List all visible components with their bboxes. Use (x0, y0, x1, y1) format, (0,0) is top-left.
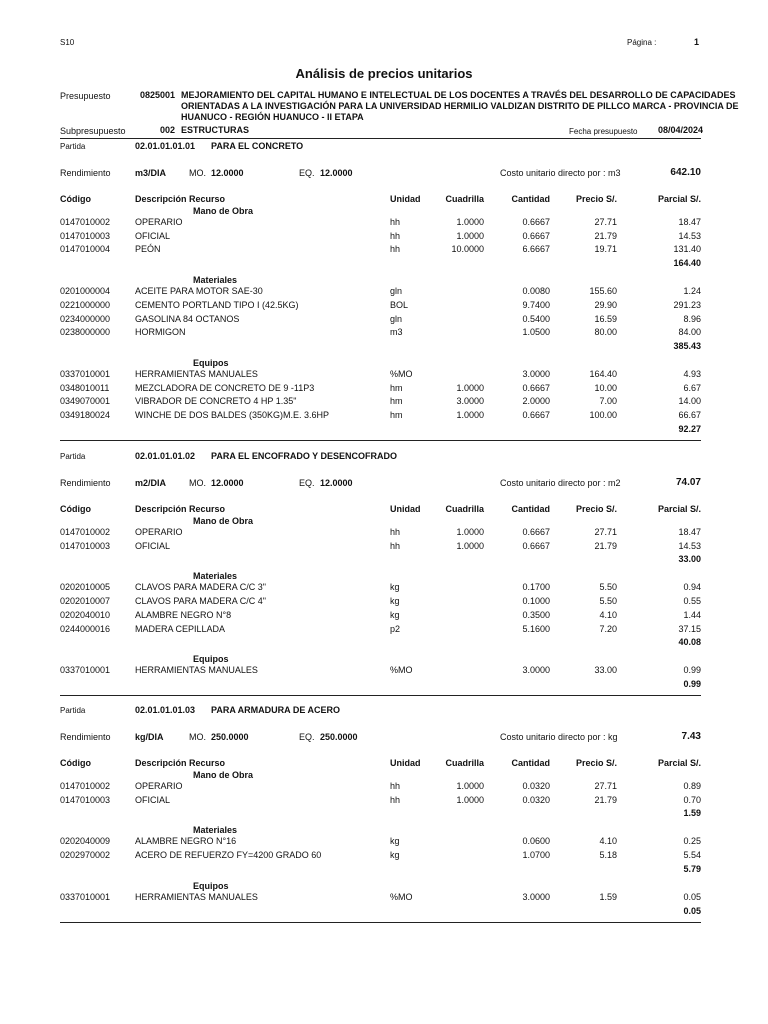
item-cuadrilla: 1.0000 (456, 540, 484, 551)
item-description: ALAMBRE NEGRO N°16 (135, 836, 237, 847)
partida-code: 02.01.01.01.01 (135, 141, 196, 151)
mo-value: 12.0000 (211, 478, 244, 488)
item-unit: m3 (390, 327, 403, 338)
item-parcial: 84.00 (678, 327, 701, 338)
item-description: OPERARIO (135, 781, 183, 791)
item-code: 0221000000 (60, 299, 111, 310)
partida-label: Partida (60, 142, 86, 151)
item-unit: hh (390, 781, 401, 791)
presupuesto-code: 0825001 (140, 90, 176, 100)
item-parcial: 1.44 (683, 609, 701, 620)
item-unit: kg (390, 850, 400, 861)
partida-code: 02.01.01.01.03 (135, 705, 196, 715)
presupuesto-desc-1: MEJORAMIENTO DEL CAPITAL HUMANO E INTELECTUAL DE LOS DOCENTES A TRAVÉS DEL DESARROLLO DE CAPACIDADES (181, 90, 736, 100)
partida-divider (60, 695, 701, 696)
item-unit: hh (390, 794, 401, 805)
page-number: 1 (694, 37, 700, 47)
eq-value: 12.0000 (320, 168, 353, 178)
item-precio: 16.59 (594, 313, 617, 324)
item-precio: 155.60 (589, 286, 617, 297)
item-precio: 21.79 (594, 230, 617, 241)
item-code: 0202970002 (60, 850, 111, 861)
item-parcial: 14.53 (678, 230, 701, 241)
group-subtotal: 164.40 (673, 258, 701, 269)
item-cantidad: 0.1000 (522, 596, 550, 607)
item-cantidad: 3.0000 (522, 665, 550, 676)
item-precio: 10.00 (594, 382, 617, 393)
item-unit: p2 (390, 623, 401, 634)
item-description: CLAVOS PARA MADERA C/C 3" (135, 582, 266, 593)
group-heading: Materiales (193, 571, 238, 582)
item-unit: %MO (390, 368, 413, 379)
item-description: ACEITE PARA MOTOR SAE-30 (135, 286, 263, 297)
item-parcial: 0.89 (683, 781, 701, 791)
item-unit: gln (390, 286, 403, 297)
costo-label: Costo unitario directo por : m3 (500, 168, 621, 178)
item-precio: 100.00 (589, 410, 617, 420)
item-description: OFICIAL (135, 540, 171, 551)
item-cantidad: 0.6667 (522, 382, 550, 393)
item-parcial: 37.15 (678, 623, 701, 634)
item-parcial: 0.55 (683, 596, 701, 607)
fecha-label: Fecha presupuesto (569, 127, 638, 136)
item-parcial: 0.05 (683, 891, 701, 902)
group-heading: Materiales (193, 825, 238, 836)
partida-name: PARA EL ENCOFRADO Y DESENCOFRADO (211, 451, 398, 461)
item-cuadrilla: 1.0000 (456, 230, 484, 241)
item-description: OPERARIO (135, 527, 183, 537)
group-heading: Mano de Obra (193, 516, 254, 526)
group-subtotal: 1.59 (683, 808, 701, 819)
eq-label: EQ. (299, 732, 315, 742)
item-description: CEMENTO PORTLAND TIPO I (42.5KG) (135, 299, 299, 310)
item-cantidad: 0.1700 (522, 582, 550, 593)
col-parcial: Parcial S/. (657, 504, 701, 514)
item-code: 0348010011 (60, 382, 110, 393)
item-precio: 19.71 (594, 244, 617, 255)
item-cuadrilla: 1.0000 (456, 527, 484, 537)
item-cuadrilla: 3.0000 (456, 396, 484, 407)
item-code: 0147010003 (60, 540, 111, 551)
item-cuadrilla: 1.0000 (456, 410, 484, 420)
item-description: OFICIAL (135, 794, 171, 805)
partida-label: Partida (60, 452, 86, 461)
item-cantidad: 0.6667 (522, 217, 550, 227)
col-descripcion: Descripción Recurso (135, 194, 226, 204)
item-cantidad: 0.0320 (522, 794, 550, 805)
rendimiento-unit: m3/DIA (135, 168, 167, 178)
item-parcial: 8.96 (683, 313, 701, 324)
item-cantidad: 1.0500 (522, 327, 550, 338)
item-unit: kg (390, 836, 400, 847)
item-cantidad: 5.1600 (522, 623, 550, 634)
item-unit: hm (390, 396, 403, 407)
item-precio: 33.00 (594, 665, 617, 676)
item-parcial: 6.67 (683, 382, 701, 393)
header-divider (60, 138, 701, 139)
item-precio: 21.79 (594, 794, 617, 805)
col-cantidad: Cantidad (511, 758, 550, 768)
item-cantidad: 2.0000 (522, 396, 550, 407)
col-cantidad: Cantidad (511, 504, 550, 514)
col-codigo: Código (60, 758, 91, 768)
item-unit: kg (390, 582, 400, 593)
group-heading: Mano de Obra (193, 770, 254, 780)
item-cantidad: 6.6667 (522, 244, 550, 255)
costo-label: Costo unitario directo por : m2 (500, 478, 621, 488)
item-precio: 29.90 (594, 299, 617, 310)
group-subtotal: 40.08 (678, 637, 701, 648)
col-codigo: Código (60, 504, 91, 514)
mo-label: MO. (189, 732, 206, 742)
item-cantidad: 3.0000 (522, 891, 550, 902)
item-code: 0147010003 (60, 230, 111, 241)
rendimiento-unit: kg/DIA (135, 732, 164, 742)
eq-label: EQ. (299, 478, 315, 488)
group-heading: Equipos (193, 357, 229, 368)
col-cantidad: Cantidad (511, 194, 550, 204)
item-cantidad: 0.6667 (522, 527, 550, 537)
item-unit: hh (390, 527, 401, 537)
item-code: 0147010002 (60, 527, 111, 537)
subpresupuesto-desc: ESTRUCTURAS (181, 125, 250, 135)
item-precio: 4.10 (599, 836, 617, 847)
item-unit: hm (390, 382, 403, 393)
item-precio: 164.40 (589, 368, 617, 379)
col-codigo: Código (60, 194, 91, 204)
subpresupuesto-label: Subpresupuesto (60, 126, 126, 136)
item-description: OPERARIO (135, 217, 183, 227)
col-unidad: Unidad (390, 758, 421, 768)
item-cantidad: 3.0000 (522, 368, 550, 379)
item-precio: 80.00 (594, 327, 617, 338)
item-code: 0349180024 (60, 410, 111, 420)
item-code: 0201000004 (60, 286, 111, 297)
item-description: GASOLINA 84 OCTANOS (135, 313, 240, 324)
item-precio: 5.50 (599, 596, 617, 607)
item-precio: 27.71 (594, 781, 617, 791)
item-description: HORMIGON (135, 327, 186, 338)
col-descripcion: Descripción Recurso (135, 504, 226, 514)
col-precio: Precio S/. (575, 194, 617, 204)
item-description: MADERA CEPILLADA (135, 623, 226, 634)
partida-divider (60, 440, 701, 441)
costo-value: 642.10 (670, 167, 701, 178)
item-parcial: 4.93 (683, 368, 701, 379)
group-subtotal: 385.43 (673, 340, 701, 351)
item-parcial: 291.23 (673, 299, 701, 310)
mo-label: MO. (189, 478, 206, 488)
partida-name: PARA EL CONCRETO (211, 141, 304, 151)
item-unit: hh (390, 230, 401, 241)
eq-value: 12.0000 (320, 478, 353, 488)
item-description: MEZCLADORA DE CONCRETO DE 9 -11P3 (135, 382, 315, 393)
group-subtotal: 0.05 (683, 905, 701, 916)
partida-code: 02.01.01.01.02 (135, 451, 196, 461)
item-parcial: 0.25 (683, 836, 701, 847)
page-title: Análisis de precios unitarios (295, 66, 473, 81)
page-label: Página : (627, 38, 657, 47)
item-description: HERRAMIENTAS MANUALES (135, 665, 258, 676)
item-code: 0147010004 (60, 244, 111, 255)
rendimiento-label: Rendimiento (60, 478, 111, 488)
item-cuadrilla: 1.0000 (456, 217, 484, 227)
rendimiento-label: Rendimiento (60, 168, 111, 178)
item-cuadrilla: 1.0000 (456, 781, 484, 791)
item-code: 0234000000 (60, 313, 111, 324)
costo-value: 7.43 (681, 731, 701, 742)
item-cantidad: 9.7400 (522, 299, 550, 310)
mo-value: 250.0000 (211, 732, 249, 742)
eq-label: EQ. (299, 168, 315, 178)
costo-value: 74.07 (675, 477, 701, 488)
item-code: 0337010001 (60, 368, 111, 379)
item-unit: hh (390, 540, 401, 551)
item-description: HERRAMIENTAS MANUALES (135, 891, 258, 902)
group-heading: Equipos (193, 880, 229, 891)
subpresupuesto-code: 002 (160, 125, 176, 135)
item-unit: %MO (390, 665, 413, 676)
item-code: 0147010002 (60, 781, 111, 791)
item-code: 0337010001 (60, 665, 111, 676)
item-cantidad: 0.0320 (522, 781, 550, 791)
group-heading: Materiales (193, 275, 238, 286)
col-cuadrilla: Cuadrilla (445, 504, 484, 514)
presupuesto-desc-2: ORIENTADAS A LA INVESTIGACIÓN PARA LA UNIVERSIDAD HERMILIO VALDIZAN DISTRITO DE PILLCO MARCA - PROVINCIA DE (181, 101, 739, 111)
col-descripcion: Descripción Recurso (135, 758, 226, 768)
group-subtotal: 0.99 (683, 678, 701, 689)
item-cantidad: 0.6667 (522, 540, 550, 551)
item-parcial: 18.47 (678, 527, 701, 537)
item-description: ACERO DE REFUERZO FY=4200 GRADO 60 (135, 850, 322, 861)
item-parcial: 66.67 (678, 410, 701, 420)
col-precio: Precio S/. (575, 758, 617, 768)
item-parcial: 0.70 (683, 794, 701, 805)
eq-value: 250.0000 (320, 732, 358, 742)
item-code: 0202010007 (60, 596, 111, 607)
item-code: 0147010002 (60, 217, 111, 227)
item-cuadrilla: 10.0000 (451, 244, 484, 255)
mo-value: 12.0000 (211, 168, 244, 178)
item-parcial: 14.00 (678, 396, 701, 407)
item-description: PEÓN (135, 244, 161, 255)
group-subtotal: 92.27 (678, 423, 701, 434)
item-code: 0147010003 (60, 794, 111, 805)
item-precio: 27.71 (594, 527, 617, 537)
item-cantidad: 0.3500 (522, 609, 550, 620)
item-unit: hh (390, 244, 401, 255)
item-description: CLAVOS PARA MADERA C/C 4" (135, 596, 266, 607)
item-unit: BOL (390, 299, 409, 310)
partida-divider (60, 922, 701, 923)
item-parcial: 131.40 (673, 244, 701, 255)
item-cantidad: 0.0080 (522, 286, 550, 297)
item-description: OFICIAL (135, 230, 171, 241)
item-code: 0202010005 (60, 582, 111, 593)
item-description: HERRAMIENTAS MANUALES (135, 368, 258, 379)
item-code: 0349070001 (60, 396, 111, 407)
col-cuadrilla: Cuadrilla (445, 194, 484, 204)
item-description: WINCHE DE DOS BALDES (350KG)M.E. 3.6HP (135, 410, 330, 420)
item-precio: 5.18 (599, 850, 617, 861)
item-cuadrilla: 1.0000 (456, 794, 484, 805)
item-parcial: 0.94 (683, 582, 701, 593)
item-cantidad: 0.6667 (522, 410, 550, 420)
col-parcial: Parcial S/. (657, 194, 701, 204)
item-precio: 7.20 (599, 623, 617, 634)
item-unit: hh (390, 217, 401, 227)
mo-label: MO. (189, 168, 206, 178)
group-heading: Equipos (193, 654, 229, 665)
item-precio: 21.79 (594, 540, 617, 551)
item-cantidad: 0.5400 (522, 313, 550, 324)
item-description: VIBRADOR DE CONCRETO 4 HP 1.35" (135, 396, 297, 407)
item-cantidad: 0.6667 (522, 230, 550, 241)
item-description: ALAMBRE NEGRO N°8 (135, 609, 232, 620)
presupuesto-label: Presupuesto (60, 91, 111, 101)
rendimiento-unit: m2/DIA (135, 478, 167, 488)
item-unit: kg (390, 609, 400, 620)
partida-label: Partida (60, 706, 86, 715)
item-parcial: 18.47 (678, 217, 701, 227)
report-code: S10 (60, 38, 75, 47)
group-subtotal: 33.00 (678, 554, 701, 565)
item-cantidad: 0.0600 (522, 836, 550, 847)
item-parcial: 14.53 (678, 540, 701, 551)
item-parcial: 1.24 (683, 286, 701, 297)
rendimiento-label: Rendimiento (60, 732, 111, 742)
item-code: 0244000016 (60, 623, 111, 634)
presupuesto-desc-3: HUANUCO - REGIÓN HUANUCO - II ETAPA (181, 112, 364, 122)
col-unidad: Unidad (390, 504, 421, 514)
col-cuadrilla: Cuadrilla (445, 758, 484, 768)
item-unit: hm (390, 410, 403, 420)
col-unidad: Unidad (390, 194, 421, 204)
item-precio: 1.59 (599, 891, 617, 902)
item-cantidad: 1.0700 (522, 850, 550, 861)
item-unit: kg (390, 596, 400, 607)
item-code: 0202040009 (60, 836, 111, 847)
item-parcial: 0.99 (683, 665, 701, 676)
item-precio: 7.00 (599, 396, 617, 407)
col-parcial: Parcial S/. (657, 758, 701, 768)
fecha-value: 08/04/2024 (658, 125, 704, 135)
item-code: 0202040010 (60, 609, 111, 620)
item-precio: 5.50 (599, 582, 617, 593)
partida-name: PARA ARMADURA DE ACERO (211, 705, 340, 715)
col-precio: Precio S/. (575, 504, 617, 514)
item-code: 0238000000 (60, 327, 111, 338)
group-heading: Mano de Obra (193, 206, 254, 216)
costo-label: Costo unitario directo por : kg (500, 732, 618, 742)
item-parcial: 5.54 (683, 850, 701, 861)
group-subtotal: 5.79 (683, 863, 701, 874)
item-unit: %MO (390, 891, 413, 902)
item-precio: 27.71 (594, 217, 617, 227)
item-unit: gln (390, 313, 403, 324)
item-cuadrilla: 1.0000 (456, 382, 484, 393)
item-code: 0337010001 (60, 891, 111, 902)
item-precio: 4.10 (599, 609, 617, 620)
